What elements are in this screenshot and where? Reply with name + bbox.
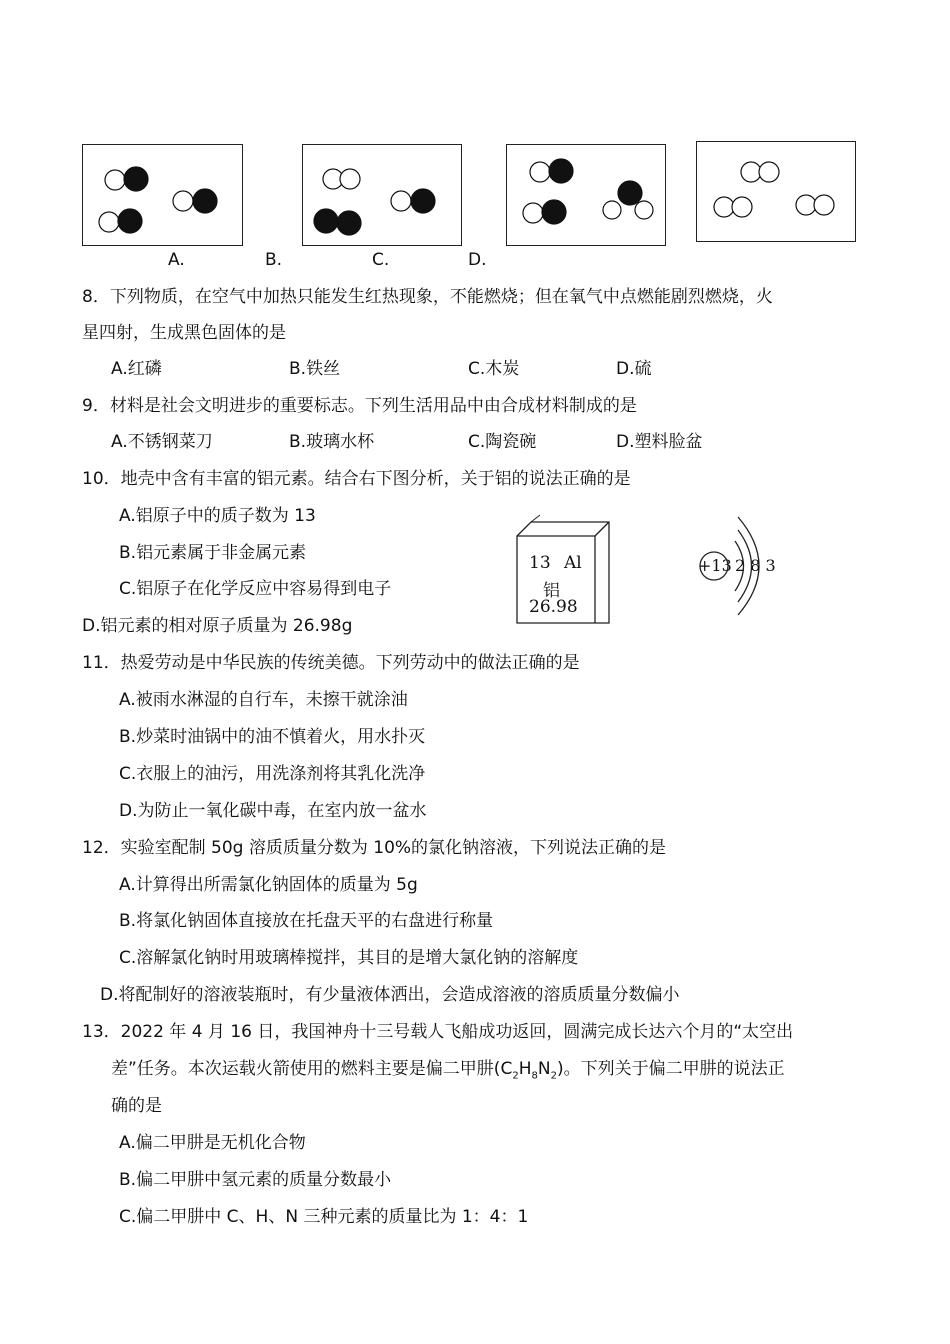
question-9-stem: 9．材料是社会文明进步的重要标志。下列生活用品中由合成材料制成的是 [82,396,637,416]
question-13-option-c: C.偏二甲肼中 C、H、N 三种元素的质量比为 1：4：1 [119,1207,529,1227]
atomic-number: 13 [529,553,551,573]
question-12-option-d: D.将配制好的溶液装瓶时，有少量液体洒出，会造成溶液的溶质质量分数偏小 [100,985,680,1005]
atom-structure-diagram [0,0,950,640]
question-12-stem: 12．实验室配制 50g 溶质质量分数为 10%的氯化钠溶液，下列说法正确的是 [82,838,667,858]
question-10-option-b: B.铝元素属于非金属元素 [119,543,307,563]
question-12-option-a: A.计算得出所需氯化钠固体的质量为 5g [119,875,418,895]
option-d-label: D. [468,250,487,270]
option-c-label: C. [372,250,390,270]
atomic-mass: 26.98 [529,597,578,617]
question-8-stem-line1: 8．下列物质，在空气中加热只能发生红热现象，不能燃烧；但在氧气中点燃能剧烈燃烧，火 [82,287,773,307]
element-symbol: Al [564,553,582,573]
question-8-option-c: C.木炭 [468,359,520,379]
question-11-option-b: B.炒菜时油锅中的油不慎着火，用水扑灭 [119,727,426,747]
question-13-option-a: A.偏二甲肼是无机化合物 [119,1133,306,1153]
question-11-option-c: C.衣服上的油污，用洗涤剂将其乳化洗净 [119,764,426,784]
question-11-stem: 11．热爱劳动是中华民族的传统美德。下列劳动中的做法正确的是 [82,653,580,673]
question-13-stem-line3: 确的是 [111,1096,162,1116]
question-13-stem-line1: 13．2022 年 4 月 16 日，我国神舟十三号载人飞船成功返回，圆满完成长达六个月的“太空出 [82,1022,794,1042]
question-8-option-b: B.铁丝 [289,359,341,379]
electron-shells: 2 8 3 [735,556,776,575]
question-12-option-c: C.溶解氯化钠时用玻璃棒搅拌，其目的是增大氯化钠的溶解度 [119,948,579,968]
question-9-option-c: C.陶瓷碗 [468,432,537,452]
question-10-option-a: A.铝原子中的质子数为 13 [119,506,316,526]
question-9-option-b: B.玻璃水杯 [289,432,375,452]
question-8-option-d: D.硫 [616,359,652,379]
question-10-stem: 10．地壳中含有丰富的铝元素。结合右下图分析，关于铝的说法正确的是 [82,469,631,489]
question-11-option-a: A.被雨水淋湿的自行车，未擦干就涂油 [119,690,408,710]
nucleus-charge: +13 [698,556,732,575]
option-a-label: A. [168,250,185,270]
question-8-option-a: A.红磷 [111,359,162,379]
question-9-option-a: A.不锈钢菜刀 [111,432,213,452]
element-name: 铝 [543,581,560,601]
question-11-option-d: D.为防止一氧化碳中毒，在室内放一盆水 [119,801,427,821]
question-10-option-d: D.铝元素的相对原子质量为 26.98g [82,616,353,636]
question-9-option-d: D.塑料脸盆 [616,432,703,452]
question-13-stem-line2: 差”任务。本次运载火箭使用的燃料主要是偏二甲肼$(C_2H_8N_2)$。下列关于偏二甲肼的说法正 [111,1059,785,1082]
option-b-label: B. [265,250,283,270]
question-12-option-b: B.将氯化钠固体直接放在托盘天平的右盘进行称量 [119,911,494,931]
question-10-option-c: C.铝原子在化学反应中容易得到电子 [119,579,392,599]
question-8-stem-line2: 星四射，生成黑色固体的是 [82,323,286,343]
question-13-option-b: B.偏二甲肼中氢元素的质量分数最小 [119,1170,392,1190]
